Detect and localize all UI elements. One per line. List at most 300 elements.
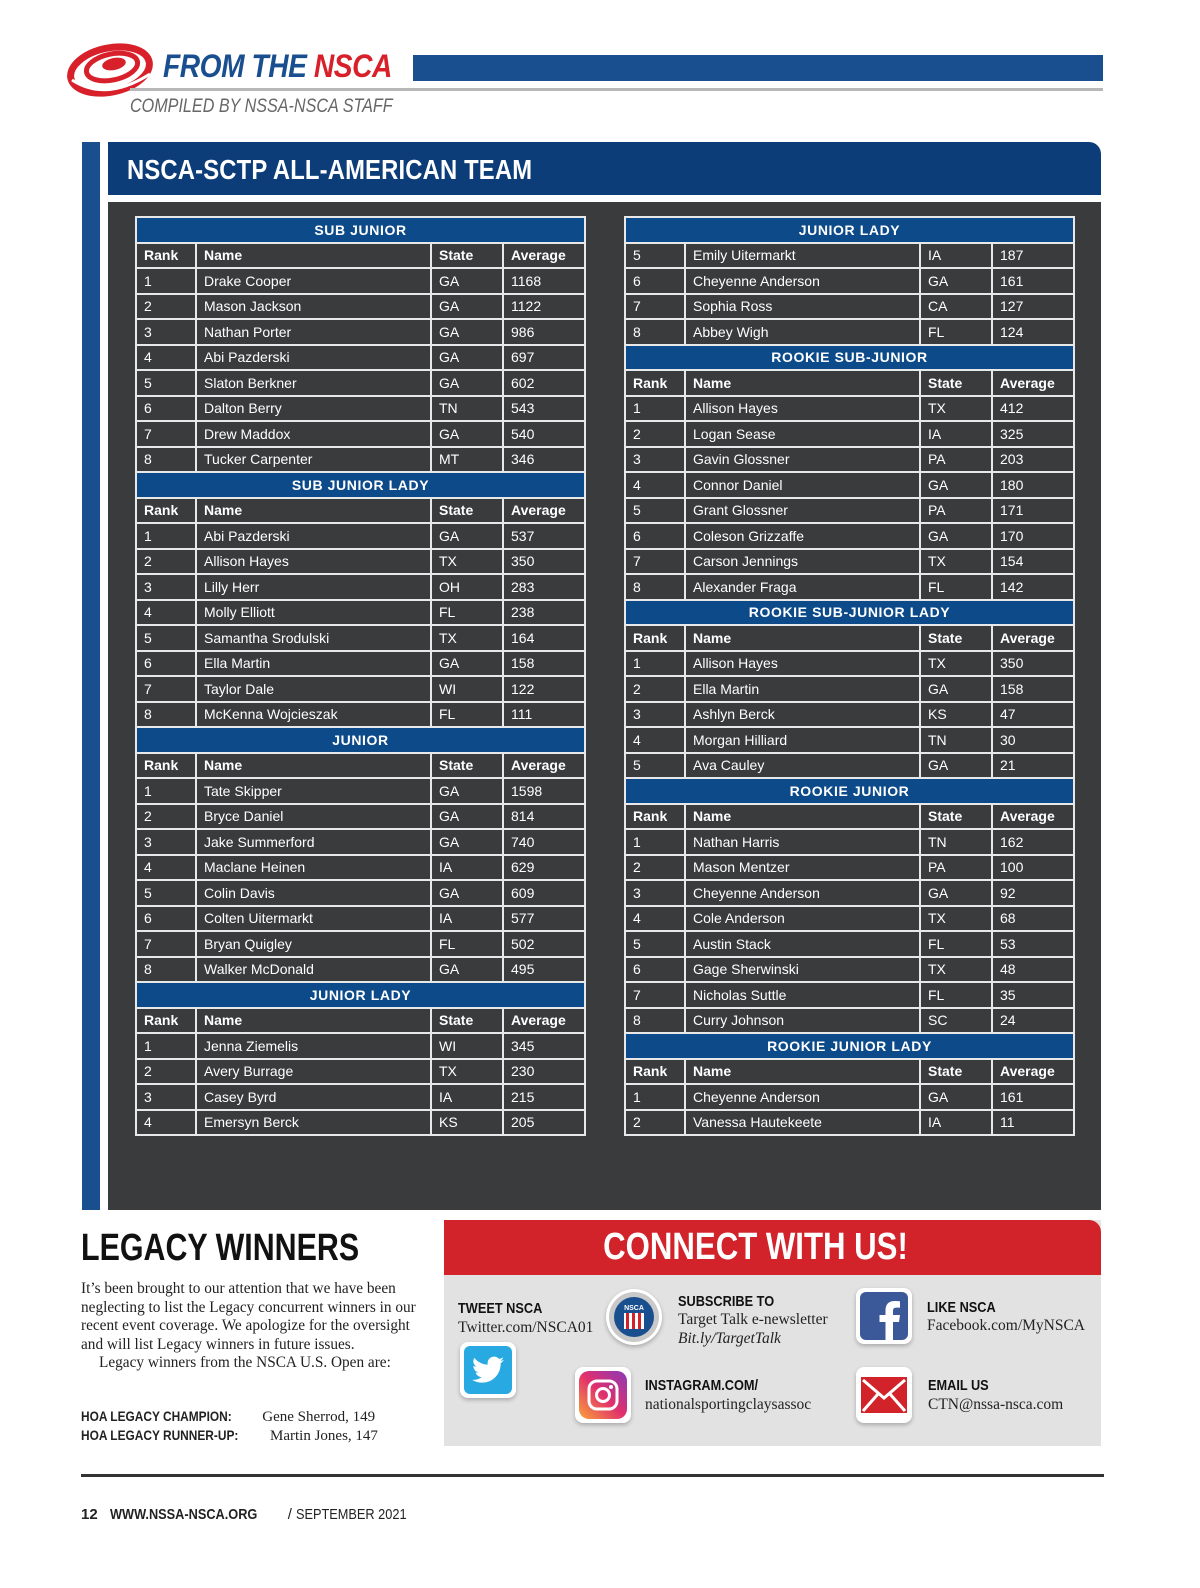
average-cell: 502 — [503, 931, 585, 957]
average-cell: 346 — [503, 447, 585, 473]
table-row — [625, 651, 1074, 677]
table-row — [136, 600, 585, 626]
rank-cell: 1 — [136, 778, 196, 804]
average-cell: 1598 — [503, 778, 585, 804]
state-cell: MT — [431, 447, 503, 473]
state-cell: IA — [431, 1084, 503, 1110]
category-title: JUNIOR LADY — [136, 982, 585, 1008]
state-cell: IA — [920, 421, 992, 447]
table-row — [625, 421, 1074, 447]
column-header: Rank — [625, 370, 685, 396]
section-side-stripe — [82, 142, 100, 1210]
table-row — [136, 396, 585, 422]
name-cell: Cheyenne Anderson — [685, 880, 920, 906]
column-header: Name — [196, 1008, 431, 1034]
average-cell: 283 — [503, 574, 585, 600]
email-label: EMAIL US — [928, 1377, 989, 1394]
rank-cell: 2 — [136, 549, 196, 575]
average-cell: 543 — [503, 396, 585, 422]
state-cell: TX — [431, 1059, 503, 1085]
name-cell: Bryan Quigley — [196, 931, 431, 957]
rank-cell: 3 — [136, 574, 196, 600]
name-cell: Nathan Harris — [685, 829, 920, 855]
name-cell: Cheyenne Anderson — [685, 1084, 920, 1110]
rank-cell: 4 — [136, 855, 196, 881]
table-row — [625, 702, 1074, 728]
average-cell: 162 — [992, 829, 1074, 855]
rank-cell: 5 — [136, 370, 196, 396]
rank-cell: 4 — [625, 906, 685, 932]
column-header: Rank — [625, 1059, 685, 1085]
category-header — [625, 217, 1074, 243]
state-cell: GA — [431, 651, 503, 677]
footer-issue: SEPTEMBER 2021 — [296, 1506, 407, 1523]
rank-cell: 2 — [625, 676, 685, 702]
rank-cell: 7 — [136, 676, 196, 702]
column-header: Average — [503, 498, 585, 524]
category-header — [136, 727, 585, 753]
name-cell: Alexander Fraga — [685, 574, 920, 600]
tweet-link[interactable]: Twitter.com/NSCA01 — [458, 1319, 594, 1336]
rank-cell: 6 — [625, 268, 685, 294]
table-row — [625, 931, 1074, 957]
name-cell: Nathan Porter — [196, 319, 431, 345]
instagram-label: INSTAGRAM.COM/ — [645, 1377, 759, 1394]
table-row — [136, 319, 585, 345]
connect-title: CONNECT WITH US! — [603, 1226, 908, 1268]
name-cell: Bryce Daniel — [196, 804, 431, 830]
name-cell: Coleson Grizzaffe — [685, 523, 920, 549]
category-header — [136, 472, 585, 498]
rank-cell: 1 — [136, 523, 196, 549]
subscribe-link[interactable]: Bit.ly/TargetTalk — [678, 1330, 781, 1347]
state-cell: IA — [920, 243, 992, 269]
table-row — [136, 676, 585, 702]
table-row — [625, 906, 1074, 932]
average-cell: 122 — [503, 676, 585, 702]
average-cell: 35 — [992, 982, 1074, 1008]
name-cell: Lilly Herr — [196, 574, 431, 600]
table-row — [136, 778, 585, 804]
rank-cell: 2 — [136, 294, 196, 320]
state-cell: GA — [431, 778, 503, 804]
rank-cell: 3 — [625, 702, 685, 728]
average-cell: 325 — [992, 421, 1074, 447]
page-number: 12 — [81, 1506, 98, 1523]
state-cell: KS — [431, 1110, 503, 1136]
state-cell: FL — [431, 702, 503, 728]
category-title: JUNIOR LADY — [625, 217, 1074, 243]
table-row — [625, 727, 1074, 753]
average-cell: 158 — [503, 651, 585, 677]
name-cell: Allison Hayes — [685, 396, 920, 422]
table-row — [136, 370, 585, 396]
rank-cell: 1 — [625, 829, 685, 855]
state-cell: IA — [431, 906, 503, 932]
rank-cell: 4 — [136, 1110, 196, 1136]
table-row — [136, 1084, 585, 1110]
rank-cell: 3 — [625, 880, 685, 906]
svg-text:NSCA: NSCA — [624, 1305, 644, 1312]
state-cell: GA — [431, 294, 503, 320]
name-cell: Abi Pazderski — [196, 523, 431, 549]
results-table-left — [135, 216, 586, 1136]
column-header-row — [625, 370, 1074, 396]
table-row — [136, 523, 585, 549]
rank-cell: 5 — [625, 498, 685, 524]
rank-cell: 4 — [136, 345, 196, 371]
average-cell: 345 — [503, 1033, 585, 1059]
column-header-row — [136, 1008, 585, 1034]
rank-cell: 5 — [625, 931, 685, 957]
name-cell: Allison Hayes — [685, 651, 920, 677]
state-cell: TX — [920, 549, 992, 575]
name-cell: Colin Davis — [196, 880, 431, 906]
state-cell: TX — [920, 651, 992, 677]
instagram-link[interactable]: nationalsportingclaysassoc — [645, 1396, 812, 1413]
table-row — [625, 880, 1074, 906]
name-cell: Ashlyn Berck — [685, 702, 920, 728]
average-cell: 158 — [992, 676, 1074, 702]
header-title: FROM THE NSCA — [163, 48, 392, 84]
state-cell: KS — [920, 702, 992, 728]
state-cell: GA — [920, 1084, 992, 1110]
legacy-title: LEGACY WINNERS — [81, 1227, 360, 1269]
average-cell: 540 — [503, 421, 585, 447]
state-cell: FL — [431, 931, 503, 957]
column-header: Name — [685, 370, 920, 396]
rank-cell: 5 — [625, 753, 685, 779]
rank-cell: 1 — [625, 1084, 685, 1110]
state-cell: OH — [431, 574, 503, 600]
average-cell: 142 — [992, 574, 1074, 600]
rank-cell: 2 — [136, 804, 196, 830]
state-cell: GA — [920, 753, 992, 779]
column-header: State — [431, 498, 503, 524]
results-table-right — [624, 216, 1075, 1136]
name-cell: Logan Sease — [685, 421, 920, 447]
state-cell: GA — [431, 345, 503, 371]
average-cell: 161 — [992, 268, 1074, 294]
table-row — [136, 906, 585, 932]
table-row — [136, 855, 585, 881]
like-link[interactable]: Facebook.com/MyNSCA — [927, 1317, 1086, 1334]
name-cell: Taylor Dale — [196, 676, 431, 702]
rank-cell: 6 — [625, 523, 685, 549]
state-cell: TN — [920, 727, 992, 753]
table-row — [136, 1059, 585, 1085]
column-header: Average — [503, 243, 585, 269]
name-cell: Tate Skipper — [196, 778, 431, 804]
rank-cell: 7 — [136, 421, 196, 447]
rank-cell: 3 — [136, 829, 196, 855]
twitter-icon[interactable] — [460, 1342, 516, 1398]
like-label: LIKE NSCA — [927, 1299, 996, 1316]
average-cell: 350 — [992, 651, 1074, 677]
table-row — [625, 829, 1074, 855]
table-row — [136, 804, 585, 830]
state-cell: GA — [920, 268, 992, 294]
column-header: State — [431, 753, 503, 779]
tweet-label: TWEET NSCA — [458, 1300, 543, 1317]
state-cell: TX — [920, 957, 992, 983]
subscribe-text: Target Talk e-newsletter — [678, 1311, 828, 1328]
state-cell: GA — [431, 957, 503, 983]
column-header: Rank — [136, 243, 196, 269]
category-header — [136, 217, 585, 243]
table-row — [136, 957, 585, 983]
rank-cell: 7 — [625, 294, 685, 320]
rank-cell: 8 — [625, 574, 685, 600]
column-header: Rank — [136, 498, 196, 524]
state-cell: WI — [431, 676, 503, 702]
legacy-body — [81, 1280, 433, 1373]
state-cell: GA — [431, 319, 503, 345]
category-title: ROOKIE SUB-JUNIOR LADY — [625, 600, 1074, 626]
rank-cell: 8 — [625, 1008, 685, 1034]
table-row — [136, 574, 585, 600]
average-cell: 609 — [503, 880, 585, 906]
rank-cell: 4 — [136, 600, 196, 626]
name-cell: Mason Jackson — [196, 294, 431, 320]
name-cell: Carson Jennings — [685, 549, 920, 575]
category-title: ROOKIE JUNIOR LADY — [625, 1033, 1074, 1059]
column-header: Name — [196, 243, 431, 269]
state-cell: GA — [431, 523, 503, 549]
name-cell: Emersyn Berck — [196, 1110, 431, 1136]
table-row — [625, 1084, 1074, 1110]
nsca-seal-icon — [606, 1289, 662, 1345]
name-cell: Nicholas Suttle — [685, 982, 920, 1008]
average-cell: 629 — [503, 855, 585, 881]
name-cell: Grant Glossner — [685, 498, 920, 524]
footer: 12 WWW.NSSA-NSCA.ORG / SEPTEMBER 2021 — [81, 1506, 407, 1523]
name-cell: Sophia Ross — [685, 294, 920, 320]
name-cell: Ella Martin — [685, 676, 920, 702]
table-row — [136, 294, 585, 320]
name-cell: Jake Summerford — [196, 829, 431, 855]
name-cell: Avery Burrage — [196, 1059, 431, 1085]
average-cell: 47 — [992, 702, 1074, 728]
name-cell: Abi Pazderski — [196, 345, 431, 371]
table-row — [136, 268, 585, 294]
rank-cell: 8 — [625, 319, 685, 345]
category-header — [625, 778, 1074, 804]
legacy-runner-up: HOA LEGACY RUNNER-UP: Martin Jones, 147 — [81, 1427, 378, 1444]
name-cell: Ella Martin — [196, 651, 431, 677]
rank-cell: 4 — [625, 727, 685, 753]
section-title: NSCA-SCTP ALL-AMERICAN TEAM — [127, 154, 533, 185]
rank-cell: 8 — [136, 957, 196, 983]
name-cell: Casey Byrd — [196, 1084, 431, 1110]
legacy-paragraph: Legacy winners from the NSCA U.S. Open are: — [99, 1354, 391, 1371]
average-cell: 48 — [992, 957, 1074, 983]
name-cell: Curry Johnson — [685, 1008, 920, 1034]
average-cell: 154 — [992, 549, 1074, 575]
table-row — [136, 625, 585, 651]
average-cell: 24 — [992, 1008, 1074, 1034]
state-cell: GA — [431, 421, 503, 447]
column-header: Rank — [136, 753, 196, 779]
state-cell: GA — [431, 829, 503, 855]
rank-cell: 7 — [136, 931, 196, 957]
state-cell: TX — [920, 906, 992, 932]
email-link[interactable]: CTN@nssa-nsca.com — [928, 1396, 1064, 1413]
average-cell: 350 — [503, 549, 585, 575]
category-title: JUNIOR — [136, 727, 585, 753]
nsca-logo-icon — [66, 40, 156, 100]
table-row — [625, 268, 1074, 294]
table-row — [625, 1110, 1074, 1136]
state-cell: FL — [920, 982, 992, 1008]
column-header: State — [920, 370, 992, 396]
column-header: Name — [196, 753, 431, 779]
state-cell: TX — [920, 396, 992, 422]
email-icon[interactable] — [856, 1367, 912, 1423]
average-cell: 215 — [503, 1084, 585, 1110]
state-cell: GA — [920, 472, 992, 498]
rank-cell: 1 — [625, 651, 685, 677]
column-header: State — [920, 1059, 992, 1085]
rank-cell: 5 — [136, 625, 196, 651]
rank-cell: 3 — [136, 319, 196, 345]
table-row — [625, 855, 1074, 881]
state-cell: FL — [920, 931, 992, 957]
rank-cell: 1 — [136, 1033, 196, 1059]
rank-cell: 1 — [625, 396, 685, 422]
average-cell: 170 — [992, 523, 1074, 549]
average-cell: 814 — [503, 804, 585, 830]
average-cell: 238 — [503, 600, 585, 626]
average-cell: 164 — [503, 625, 585, 651]
table-row — [625, 1008, 1074, 1034]
column-header-row — [625, 625, 1074, 651]
average-cell: 124 — [992, 319, 1074, 345]
legacy-paragraph: It’s been brought to our attention that we have been neglecting to list the Legacy concurrent winners in our recent event coverage. We apologize for the oversight and will list Legacy winners in future issues. — [81, 1280, 416, 1353]
rank-cell: 2 — [625, 421, 685, 447]
name-cell: Drake Cooper — [196, 268, 431, 294]
state-cell: FL — [920, 574, 992, 600]
rank-cell: 6 — [136, 651, 196, 677]
header-divider — [130, 88, 1103, 91]
state-cell: GA — [431, 268, 503, 294]
name-cell: Allison Hayes — [196, 549, 431, 575]
average-cell: 30 — [992, 727, 1074, 753]
rank-cell: 8 — [136, 447, 196, 473]
state-cell: TX — [431, 549, 503, 575]
name-cell: Molly Elliott — [196, 600, 431, 626]
average-cell: 127 — [992, 294, 1074, 320]
column-header: State — [431, 1008, 503, 1034]
average-cell: 100 — [992, 855, 1074, 881]
facebook-icon[interactable] — [856, 1288, 912, 1344]
name-cell: Morgan Hilliard — [685, 727, 920, 753]
column-header: Rank — [625, 804, 685, 830]
name-cell: Cheyenne Anderson — [685, 268, 920, 294]
header-bar — [413, 55, 1103, 81]
average-cell: 495 — [503, 957, 585, 983]
footer-site[interactable]: WWW.NSSA-NSCA.ORG — [110, 1506, 258, 1523]
name-cell: Colten Uitermarkt — [196, 906, 431, 932]
average-cell: 697 — [503, 345, 585, 371]
state-cell: IA — [431, 855, 503, 881]
table-row — [625, 549, 1074, 575]
average-cell: 986 — [503, 319, 585, 345]
name-cell: Maclane Heinen — [196, 855, 431, 881]
category-title: ROOKIE SUB-JUNIOR — [625, 345, 1074, 371]
average-cell: 1122 — [503, 294, 585, 320]
name-cell: Connor Daniel — [685, 472, 920, 498]
table-row — [625, 957, 1074, 983]
rank-cell: 2 — [625, 855, 685, 881]
column-header: Name — [685, 1059, 920, 1085]
table-row — [625, 982, 1074, 1008]
average-cell: 412 — [992, 396, 1074, 422]
name-cell: Walker McDonald — [196, 957, 431, 983]
category-header — [625, 345, 1074, 371]
category-title: SUB JUNIOR LADY — [136, 472, 585, 498]
name-cell: Ava Cauley — [685, 753, 920, 779]
state-cell: GA — [920, 880, 992, 906]
table-row — [625, 676, 1074, 702]
state-cell: FL — [431, 600, 503, 626]
column-header: Rank — [136, 1008, 196, 1034]
table-row — [625, 447, 1074, 473]
table-row — [136, 880, 585, 906]
column-header: Average — [992, 370, 1074, 396]
column-header: Average — [503, 1008, 585, 1034]
rank-cell: 8 — [136, 702, 196, 728]
category-header — [625, 600, 1074, 626]
name-cell: Tucker Carpenter — [196, 447, 431, 473]
state-cell: FL — [920, 319, 992, 345]
rank-cell: 6 — [625, 957, 685, 983]
name-cell: Austin Stack — [685, 931, 920, 957]
category-header — [625, 1033, 1074, 1059]
results-column-left — [135, 216, 586, 1136]
column-header-row — [625, 1059, 1074, 1085]
state-cell: GA — [920, 676, 992, 702]
rank-cell: 5 — [136, 880, 196, 906]
rank-cell: 2 — [625, 1110, 685, 1136]
rank-cell: 5 — [625, 243, 685, 269]
average-cell: 21 — [992, 753, 1074, 779]
results-column-right — [624, 216, 1075, 1136]
table-row — [136, 421, 585, 447]
column-header: Average — [503, 753, 585, 779]
column-header: State — [920, 804, 992, 830]
state-cell: GA — [431, 880, 503, 906]
header-subtitle: COMPILED BY NSSA-NSCA STAFF — [130, 96, 393, 117]
table-row — [625, 294, 1074, 320]
state-cell: CA — [920, 294, 992, 320]
name-cell: Slaton Berkner — [196, 370, 431, 396]
state-cell: GA — [431, 804, 503, 830]
category-title: SUB JUNIOR — [136, 217, 585, 243]
average-cell: 11 — [992, 1110, 1074, 1136]
rank-cell: 6 — [136, 396, 196, 422]
table-row — [625, 472, 1074, 498]
subscribe-label: SUBSCRIBE TO — [678, 1293, 775, 1310]
instagram-icon[interactable] — [575, 1367, 631, 1423]
name-cell: Vanessa Hautekeete — [685, 1110, 920, 1136]
rank-cell: 2 — [136, 1059, 196, 1085]
table-row — [136, 651, 585, 677]
state-cell: TN — [920, 829, 992, 855]
column-header: Rank — [625, 625, 685, 651]
table-row — [136, 345, 585, 371]
average-cell: 1168 — [503, 268, 585, 294]
